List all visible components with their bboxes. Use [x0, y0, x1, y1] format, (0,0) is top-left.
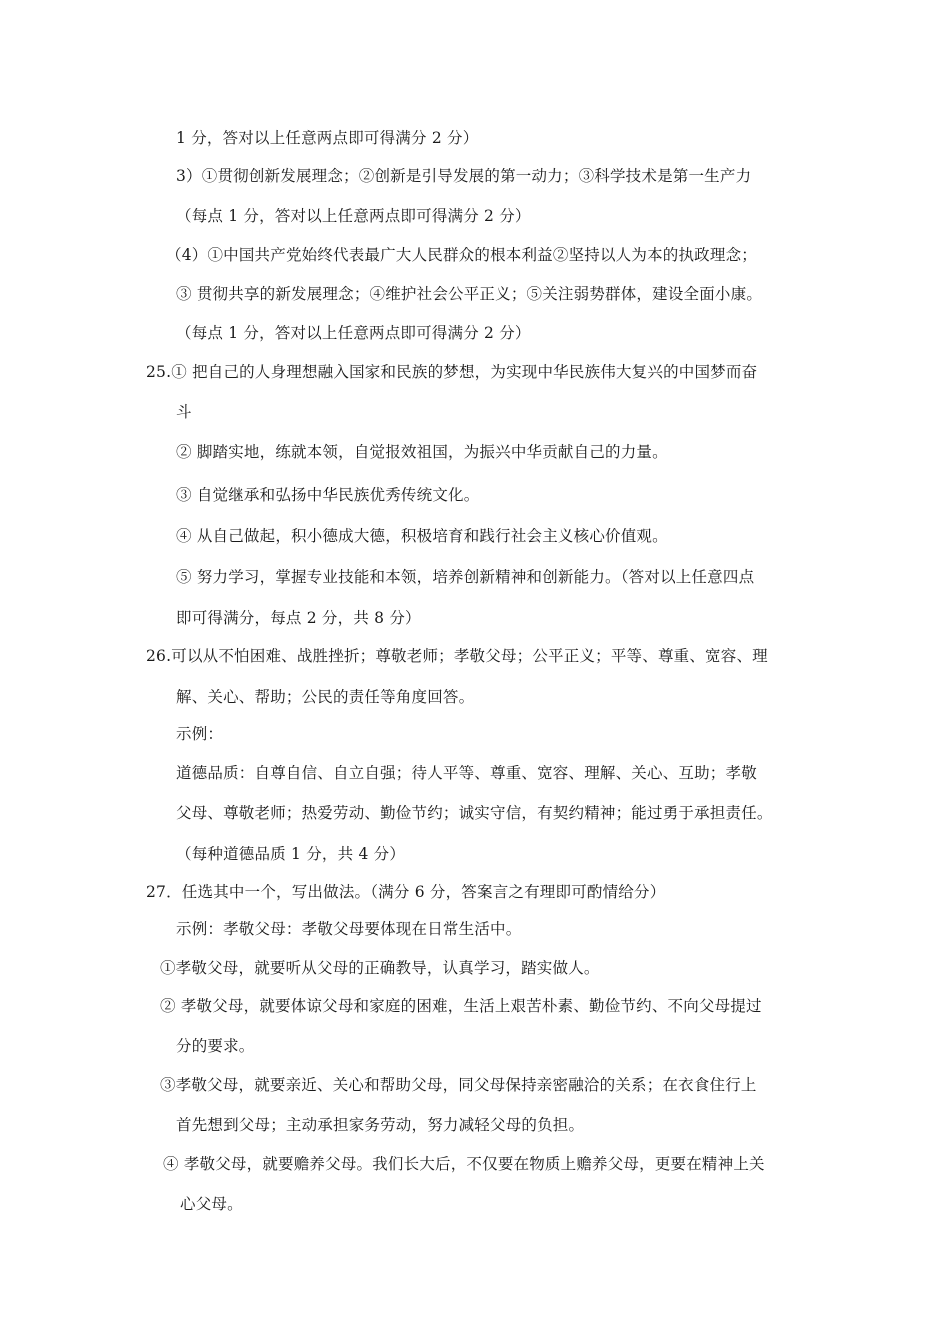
text-line: ② 脚踏实地，练就本领，自觉报效祖国，为振兴中华贡献自己的力量。: [176, 443, 668, 461]
text-line: （每点 1 分，答对以上任意两点即可得满分 2 分）: [176, 207, 531, 225]
text-line: ⑤ 努力学习，掌握专业技能和本领，培养创新精神和创新能力。（答对以上任意四点: [176, 568, 755, 586]
text-line: 解、关心、帮助；公民的责任等角度回答。: [176, 688, 475, 706]
text-line: （每点 1 分，答对以上任意两点即可得满分 2 分）: [176, 324, 531, 342]
text-line: ④ 从自己做起，积小德成大德，积极培育和践行社会主义核心价值观。: [176, 527, 668, 545]
text-line: 3）①贯彻创新发展理念；②创新是引导发展的第一动力；③科学技术是第一生产力: [176, 167, 752, 185]
text-line: ③ 贯彻共享的新发展理念；④维护社会公平正义；⑤关注弱势群体，建设全面小康。: [176, 285, 763, 303]
text-line: 示例：孝敬父母：孝敬父母要体现在日常生活中。: [176, 920, 522, 938]
text-line: 心父母。: [180, 1195, 243, 1213]
text-line: ② 孝敬父母，就要体谅父母和家庭的困难，生活上艰苦朴素、勤俭节约、不向父母提过: [160, 997, 762, 1015]
question-26-first-line: 26.可以从不怕困难、战胜挫折；尊敬老师；孝敬父母；公平正义；平等、尊重、宽容、理: [146, 647, 768, 665]
text-line: 道德品质：自尊自信、自立自强；待人平等、尊重、宽容、理解、关心、互助；孝敬: [176, 764, 757, 782]
text-line: 示例：: [176, 725, 224, 743]
text-line: 首先想到父母；主动承担家务劳动，努力减轻父母的负担。: [176, 1116, 585, 1134]
text-line: 分的要求。: [176, 1037, 255, 1055]
text-line: 1 分，答对以上任意两点即可得满分 2 分）: [176, 129, 479, 147]
question-27-first-line: 27．任选其中一个，写出做法。（满分 6 分，答案言之有理即可酌情给分）: [146, 883, 666, 901]
text-line: （4）①中国共产党始终代表最广大人民群众的根本利益②坚持以人为本的执政理念；: [166, 246, 757, 264]
text-line: 斗: [176, 403, 192, 421]
text-line: ③ 自觉继承和弘扬中华民族优秀传统文化。: [176, 486, 480, 504]
question-25-first-line: 25.① 把自己的人身理想融入国家和民族的梦想，为实现中华民族伟大复兴的中国梦而奋: [146, 363, 758, 381]
text-line: ①孝敬父母，就要听从父母的正确教导，认真学习，踏实做人。: [160, 959, 600, 977]
text-line: 父母、尊敬老师；热爱劳动、勤俭节约；诚实守信，有契约精神；能过勇于承担责任。: [176, 804, 773, 822]
text-line: 即可得满分，每点 2 分，共 8 分）: [176, 609, 421, 627]
text-line: （每种道德品质 1 分，共 4 分）: [176, 845, 406, 863]
text-line: ④ 孝敬父母，就要赡养父母。我们长大后，不仅要在物质上赡养父母，更要在精神上关: [163, 1155, 765, 1173]
text-line: ③孝敬父母，就要亲近、关心和帮助父母，同父母保持亲密融洽的关系；在衣食住行上: [160, 1076, 757, 1094]
